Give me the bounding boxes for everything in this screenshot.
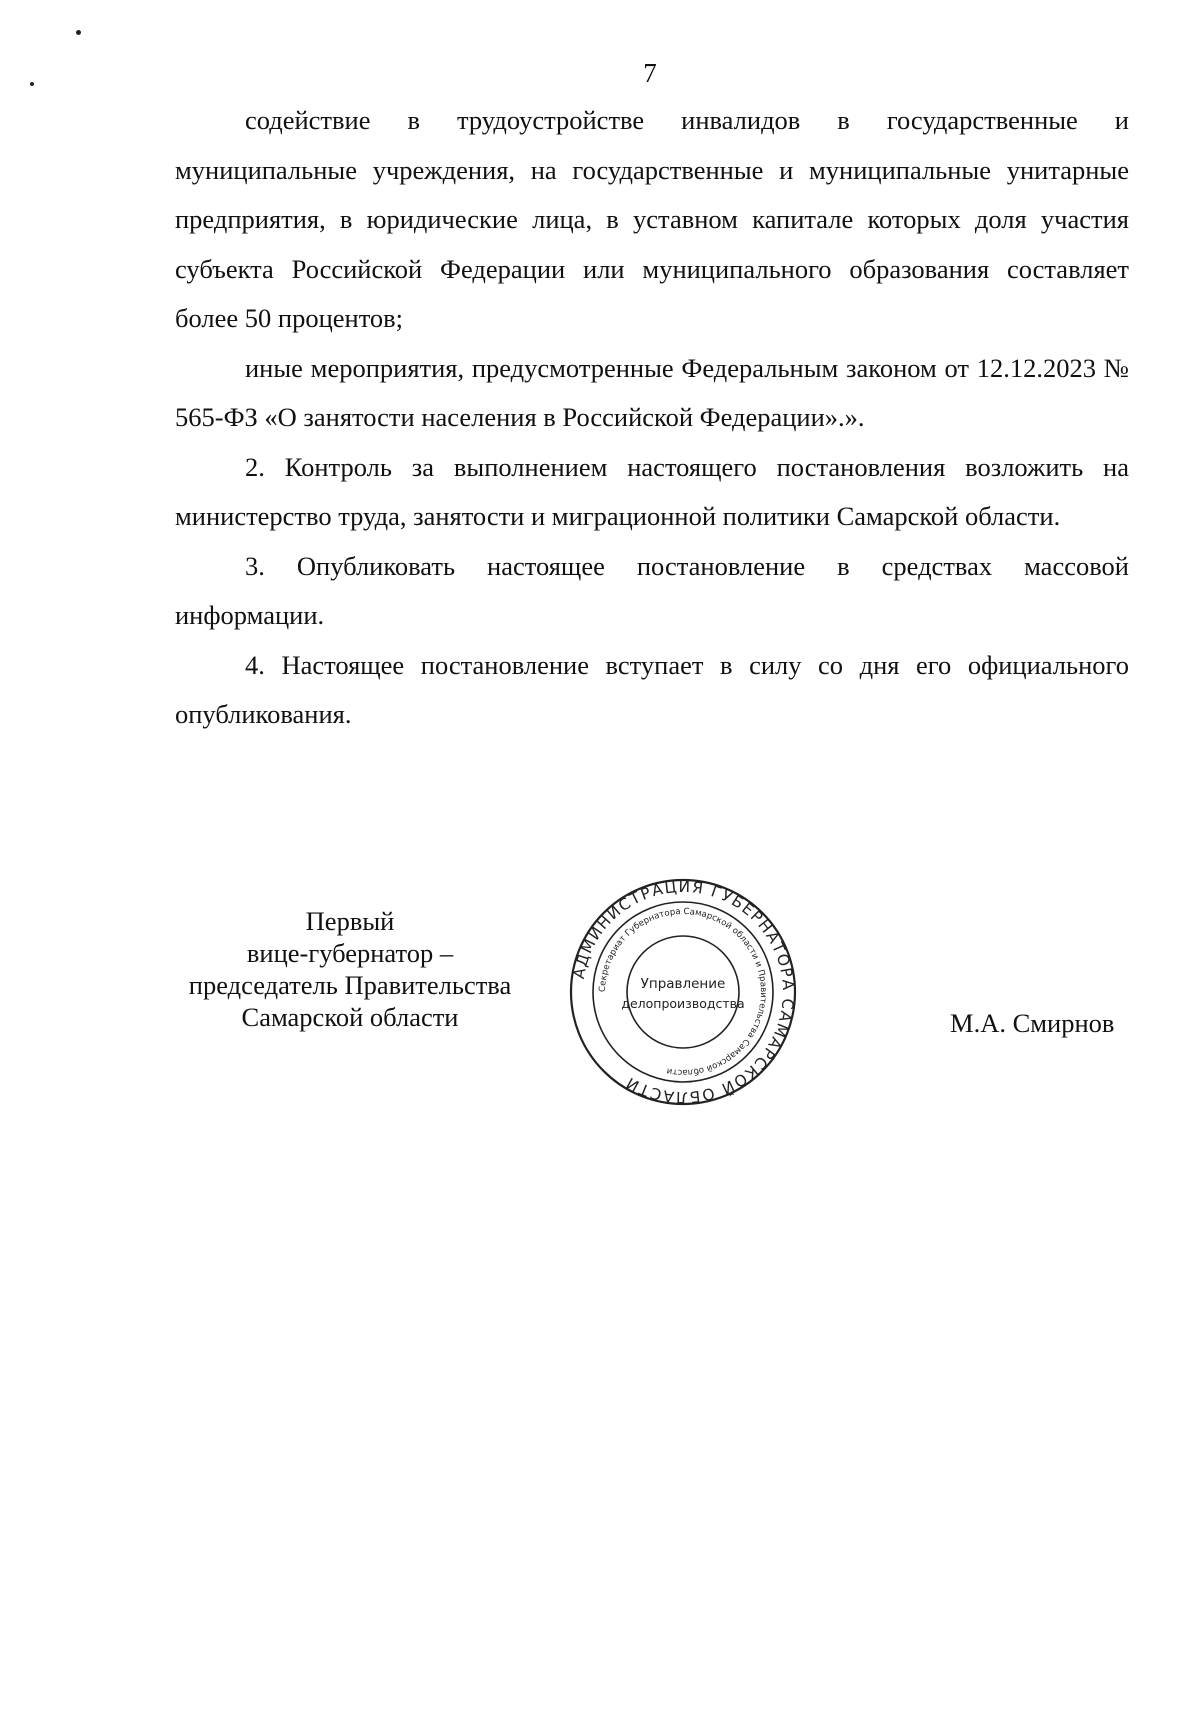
signatory-title-line: председатель Правительства bbox=[188, 970, 512, 1000]
signatory-title-line: Самарской области bbox=[241, 1002, 459, 1032]
signatory-title-line: вице-губернатор – bbox=[246, 938, 454, 968]
document-body bbox=[175, 96, 1129, 740]
paragraph: содействие в трудоустройстве инвалидов в государственные и муниципальные учреждения, на государственные и муниципальные унитарные предприятия, в юридические лица, в уставном капитале которых доля участия субъекта Российской Федерации или муниципального образования составляет более 50 процентов; bbox=[175, 105, 1129, 333]
paragraph: иные мероприятия, предусмотренные Федеральным законом от 12.12.2023 № 565-ФЗ «О занятости населения в Российской Федерации».». bbox=[175, 352, 1129, 432]
scan-speck bbox=[76, 30, 81, 35]
stamp-outer-text: АДМИНИСТРАЦИЯ ГУБЕРНАТОРА САМАРСКОЙ ОБЛАСТИ bbox=[569, 877, 798, 1107]
stamp-center-line1: Управление bbox=[640, 976, 726, 992]
stamp-inner-text: Секретариат Губернатора Самарской области и Правительства Самарской области bbox=[597, 906, 769, 1078]
signatory-title-line: Первый bbox=[305, 906, 395, 936]
paragraph: 3. Опубликовать настоящее постановление в средствах массовой информации. bbox=[175, 550, 1129, 630]
official-stamp bbox=[568, 872, 798, 1112]
scan-speck bbox=[30, 82, 34, 86]
paragraph: 4. Настоящее постановление вступает в силу со дня его официального опубликования. bbox=[175, 649, 1129, 729]
stamp-center-line2: делопроизводства bbox=[621, 996, 745, 1011]
paragraph: 2. Контроль за выполнением настоящего постановления возложить на министерство труда, занятости и миграционной политики Самарской области. bbox=[175, 451, 1129, 531]
signatory-name: М.А. Смирнов bbox=[950, 1008, 1115, 1038]
page-number: 7 bbox=[643, 58, 657, 88]
stamp-inner-ring bbox=[593, 902, 773, 1082]
signatory-title bbox=[160, 905, 540, 1033]
stamp-center-ring bbox=[627, 936, 739, 1048]
